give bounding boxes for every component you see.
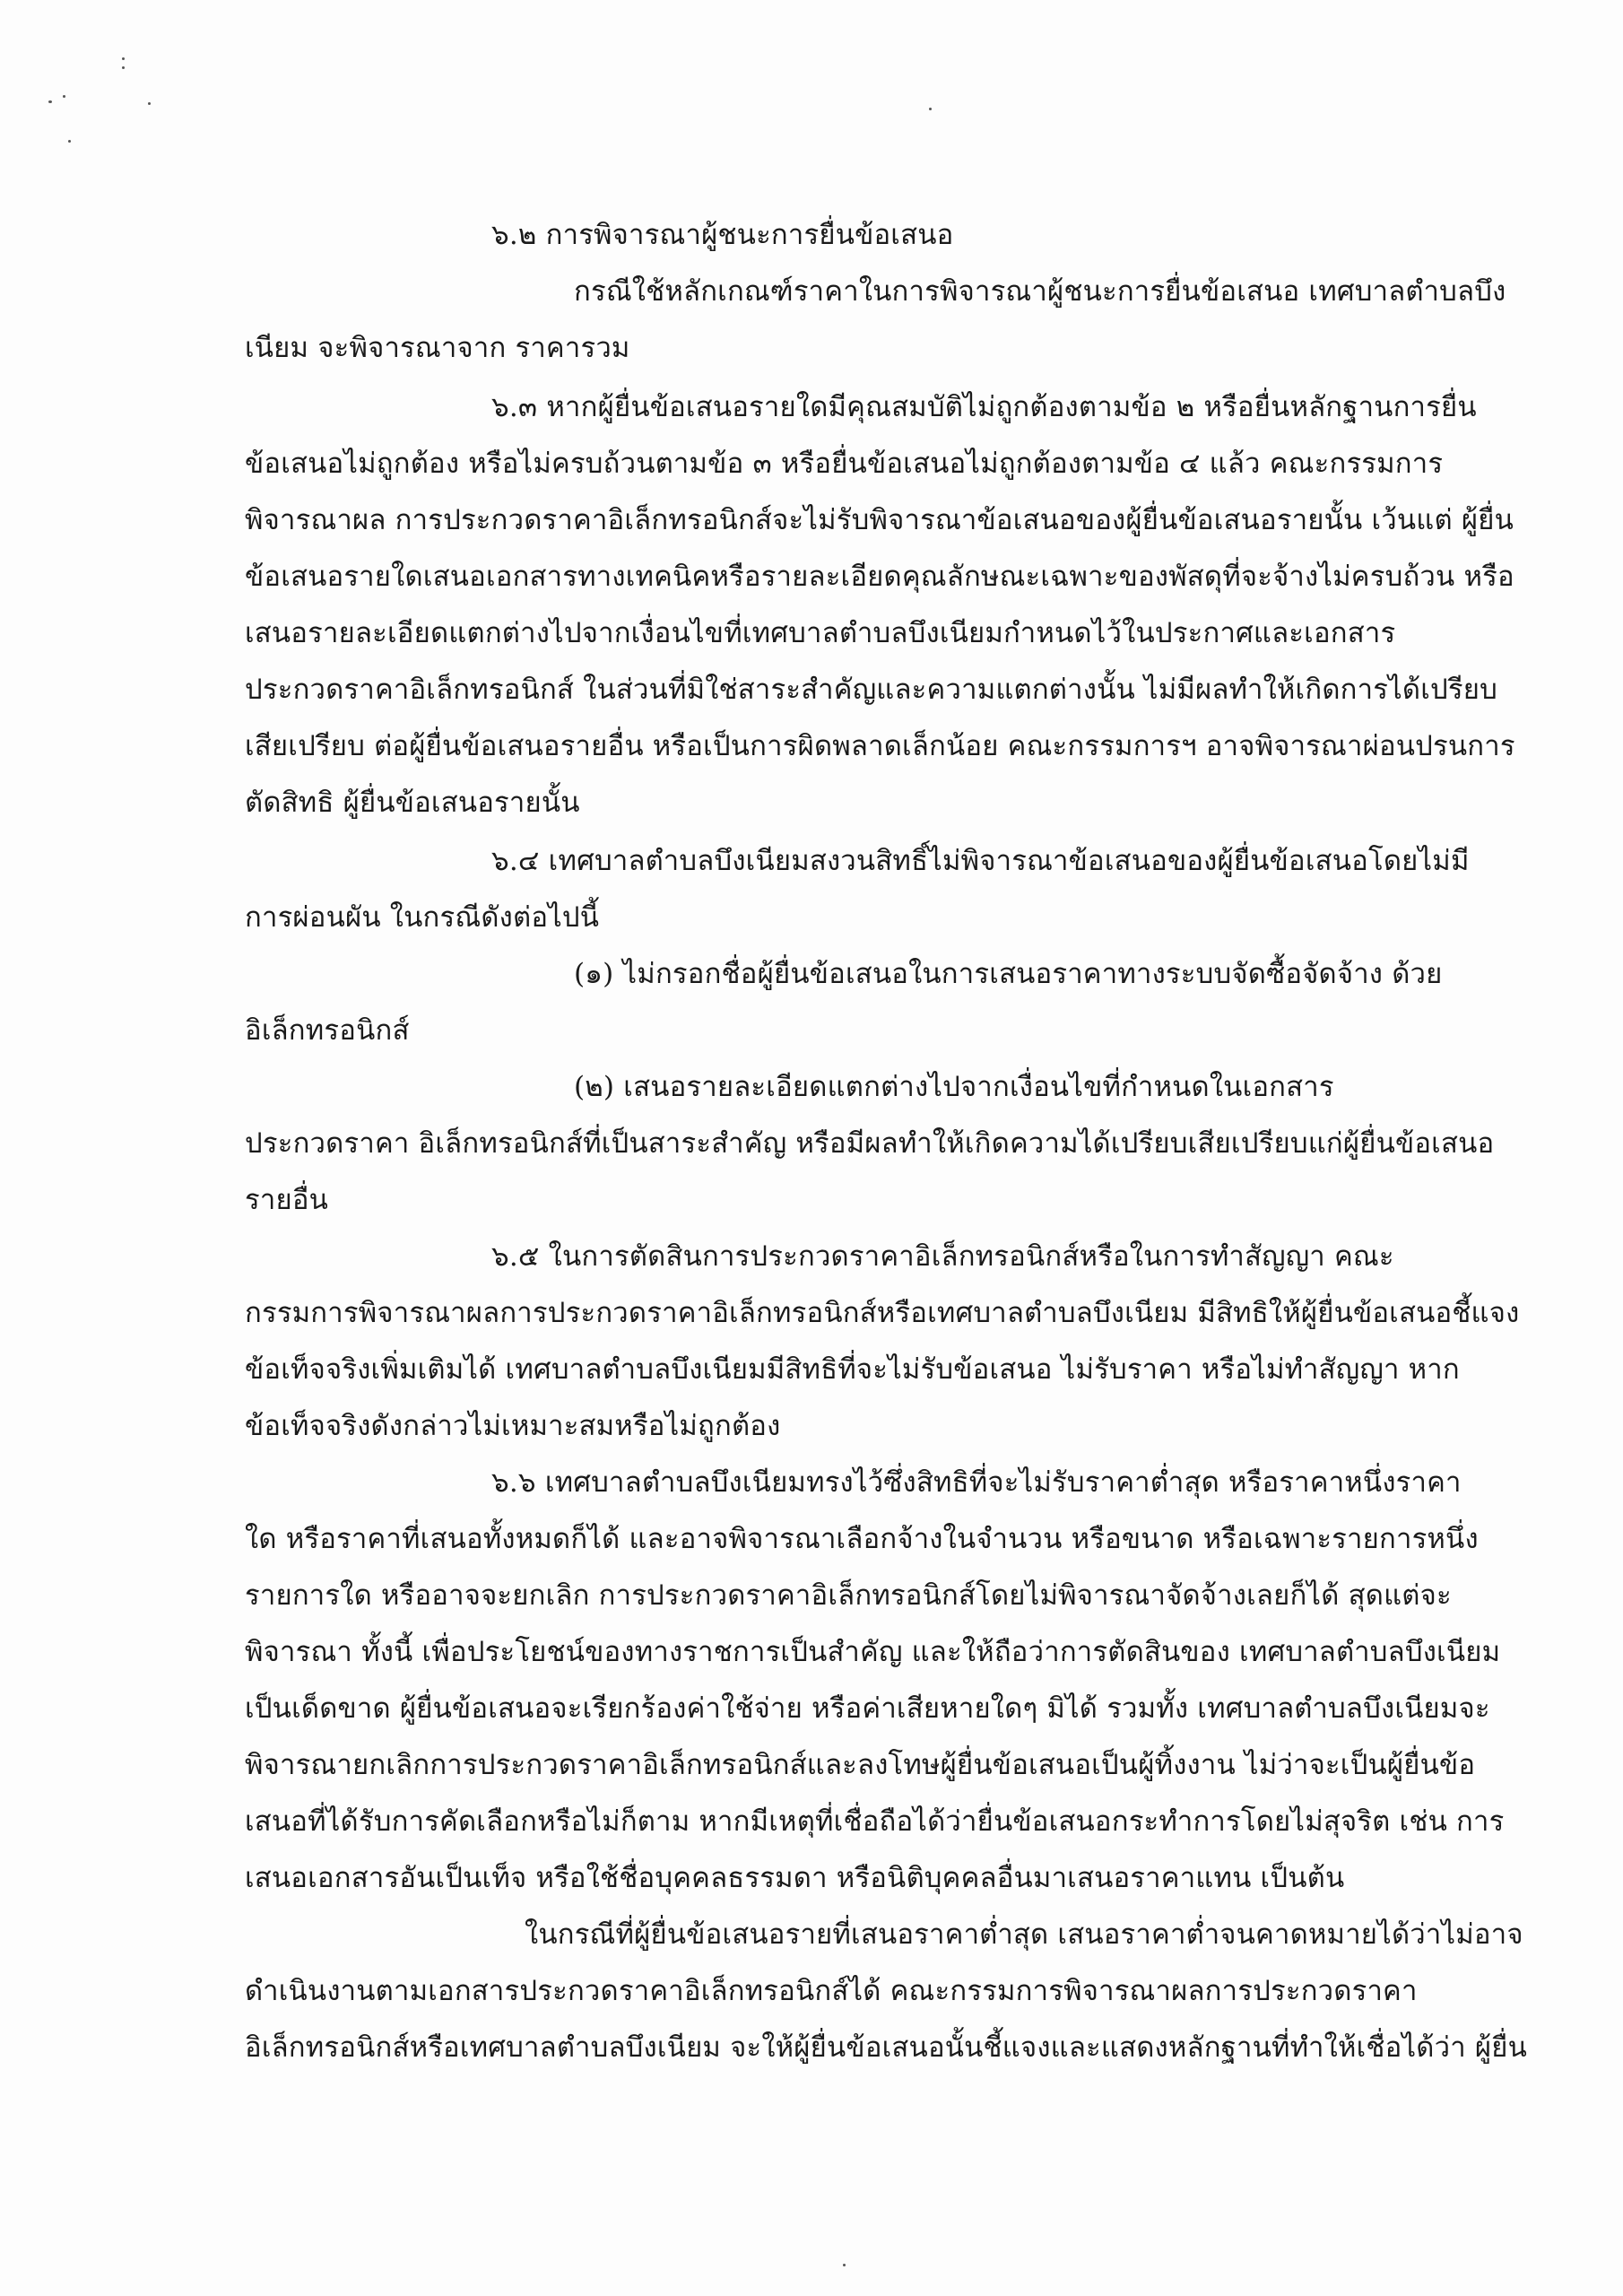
- paragraph-line: การผ่อนผัน ในกรณีดังต่อไปนี้: [245, 901, 600, 934]
- paragraph-line: เป็นเด็ดขาด ผู้ยื่นข้อเสนอจะเรียกร้องค่าใช้จ่าย หรือค่าเสียหายใดๆ มิได้ รวมทั้ง เทศบาลตำบลบึงเนียมจะ: [245, 1692, 1490, 1725]
- scan-speck: [929, 108, 932, 110]
- scan-speck: [48, 100, 52, 103]
- paragraph-line: กรณีใช้หลักเกณฑ์ราคาในการพิจารณาผู้ชนะการยื่นข้อเสนอ เทศบาลตำบลบึง: [574, 275, 1506, 308]
- section-6-6-line: ๖.๖ เทศบาลตำบลบึงเนียมทรงไว้ซึ่งสิทธิที่จะไม่รับราคาต่ำสุด หรือราคาหนึ่งราคา: [491, 1466, 1462, 1499]
- section-6-5-line: ๖.๕ ในการตัดสินการประกวดราคาอิเล็กทรอนิกส์หรือในการทำสัญญา คณะ: [491, 1240, 1394, 1273]
- section-6-3-line: ๖.๓ หากผู้ยื่นข้อเสนอรายใดมีคุณสมบัติไม่ถูกต้องตามข้อ ๒ หรือยื่นหลักฐานการยื่น: [491, 391, 1477, 423]
- paragraph-line: ประกวดราคาอิเล็กทรอนิกส์ ในส่วนที่มิใช่สาระสำคัญและความแตกต่างนั้น ไม่มีผลทำให้เกิดการได้เปรียบ: [245, 674, 1497, 706]
- paragraph-line: ข้อเท็จจริงเพิ่มเติมได้ เทศบาลตำบลบึงเนียมมีสิทธิที่จะไม่รับข้อเสนอ ไม่รับราคา หรือไม่ทำสัญญา หาก: [245, 1353, 1460, 1386]
- scan-speck: [843, 2264, 846, 2266]
- list-item-2: (๒) เสนอรายละเอียดแตกต่างไปจากเงื่อนไขที่กำหนดในเอกสาร: [574, 1071, 1334, 1103]
- paragraph-line: พิจารณา ทั้งนี้ เพื่อประโยชน์ของทางราชการเป็นสำคัญ และให้ถือว่าการตัดสินของ เทศบาลตำบลบึงเนียม: [245, 1636, 1501, 1668]
- paragraph-line: พิจารณายกเลิกการประกวดราคาอิเล็กทรอนิกส์และลงโทษผู้ยื่นข้อเสนอเป็นผู้ทิ้งงาน ไม่ว่าจะเป็นผู้ยื่นข้อ: [245, 1749, 1476, 1781]
- scan-speck: [148, 102, 151, 105]
- section-heading-6-2: ๖.๒ การพิจารณาผู้ชนะการยื่นข้อเสนอ: [491, 219, 954, 251]
- section-6-4-line: ๖.๔ เทศบาลตำบลบึงเนียมสงวนสิทธิ์ไม่พิจารณาข้อเสนอของผู้ยื่นข้อเสนอโดยไม่มี: [491, 845, 1470, 877]
- paragraph-line: ตัดสิทธิ ผู้ยื่นข้อเสนอรายนั้น: [245, 787, 580, 819]
- paragraph-line: ข้อเท็จจริงดังกล่าวไม่เหมาะสมหรือไม่ถูกต้อง: [245, 1410, 781, 1442]
- paragraph-line: กรรมการพิจารณาผลการประกวดราคาอิเล็กทรอนิกส์หรือเทศบาลตำบลบึงเนียม มีสิทธิให้ผู้ยื่นข้อเสนอชี้แจง: [245, 1297, 1520, 1329]
- scan-speck: [63, 95, 65, 98]
- paragraph-line: ข้อเสนอไม่ถูกต้อง หรือไม่ครบถ้วนตามข้อ ๓ หรือยื่นข้อเสนอไม่ถูกต้องตามข้อ ๔ แล้ว คณะกรรมการ: [245, 448, 1444, 480]
- paragraph-line: ข้อเสนอรายใดเสนอเอกสารทางเทคนิคหรือรายละเอียดคุณลักษณะเฉพาะของพัสดุที่จะจ้างไม่ครบถ้วน หรือ: [245, 561, 1515, 593]
- paragraph-line: เสนอรายละเอียดแตกต่างไปจากเงื่อนไขที่เทศบาลตำบลบึงเนียมกำหนดไว้ในประกาศและเอกสาร: [245, 617, 1396, 649]
- paragraph-indent-line: ในกรณีที่ผู้ยื่นข้อเสนอรายที่เสนอราคาต่ำสุด เสนอราคาต่ำจนคาดหมายได้ว่าไม่อาจ: [525, 1918, 1523, 1951]
- paragraph-line: ดำเนินงานตามเอกสารประกวดราคาอิเล็กทรอนิกส์ได้ คณะกรรมการพิจารณาผลการประกวดราคา: [245, 1975, 1418, 2007]
- scan-speck: [122, 66, 125, 69]
- scan-speck: [122, 57, 125, 60]
- paragraph-line: ใด หรือราคาที่เสนอทั้งหมดก็ได้ และอาจพิจารณาเลือกจ้างในจำนวน หรือขนาด หรือเฉพาะรายการหนึ่ง: [245, 1523, 1479, 1555]
- paragraph-line: อิเล็กทรอนิกส์: [245, 1014, 410, 1047]
- paragraph-line: รายการใด หรืออาจจะยกเลิก การประกวดราคาอิเล็กทรอนิกส์โดยไม่พิจารณาจัดจ้างเลยก็ได้ สุดแต่จะ: [245, 1579, 1452, 1612]
- paragraph-line: เสียเปรียบ ต่อผู้ยื่นข้อเสนอรายอื่น หรือเป็นการผิดพลาดเล็กน้อย คณะกรรมการฯ อาจพิจารณาผ่อนปรนการ: [245, 730, 1515, 762]
- paragraph-line: เนียม จะพิจารณาจาก ราคารวม: [245, 332, 630, 364]
- paragraph-line: รายอื่น: [245, 1184, 329, 1216]
- scan-speck: [68, 140, 71, 143]
- paragraph-line: เสนอที่ได้รับการคัดเลือกหรือไม่ก็ตาม หากมีเหตุที่เชื่อถือได้ว่ายื่นข้อเสนอกระทำการโดยไม่สุจริต เช่น การ: [245, 1805, 1505, 1838]
- paragraph-line: เสนอเอกสารอันเป็นเท็จ หรือใช้ชื่อบุคคลธรรมดา หรือนิติบุคคลอื่นมาเสนอราคาแทน เป็นต้น: [245, 1862, 1345, 1894]
- paragraph-line: ประกวดราคา อิเล็กทรอนิกส์ที่เป็นสาระสำคัญ หรือมีผลทำให้เกิดความได้เปรียบเสียเปรียบแก่ผู้ยื่นข้อเสนอ: [245, 1127, 1495, 1160]
- paragraph-line: พิจารณาผล การประกวดราคาอิเล็กทรอนิกส์จะไม่รับพิจารณาข้อเสนอของผู้ยื่นข้อเสนอรายนั้น เว้นแต่ ผู้ยื่น: [245, 504, 1514, 536]
- list-item-1: (๑) ไม่กรอกชื่อผู้ยื่นข้อเสนอในการเสนอราคาทางระบบจัดซื้อจัดจ้าง ด้วย: [574, 958, 1443, 990]
- paragraph-line: อิเล็กทรอนิกส์หรือเทศบาลตำบลบึงเนียม จะให้ผู้ยื่นข้อเสนอนั้นชี้แจงและแสดงหลักฐานที่ทำให้เชื่อได้ว่า ผู้ยื่น: [245, 2031, 1527, 2064]
